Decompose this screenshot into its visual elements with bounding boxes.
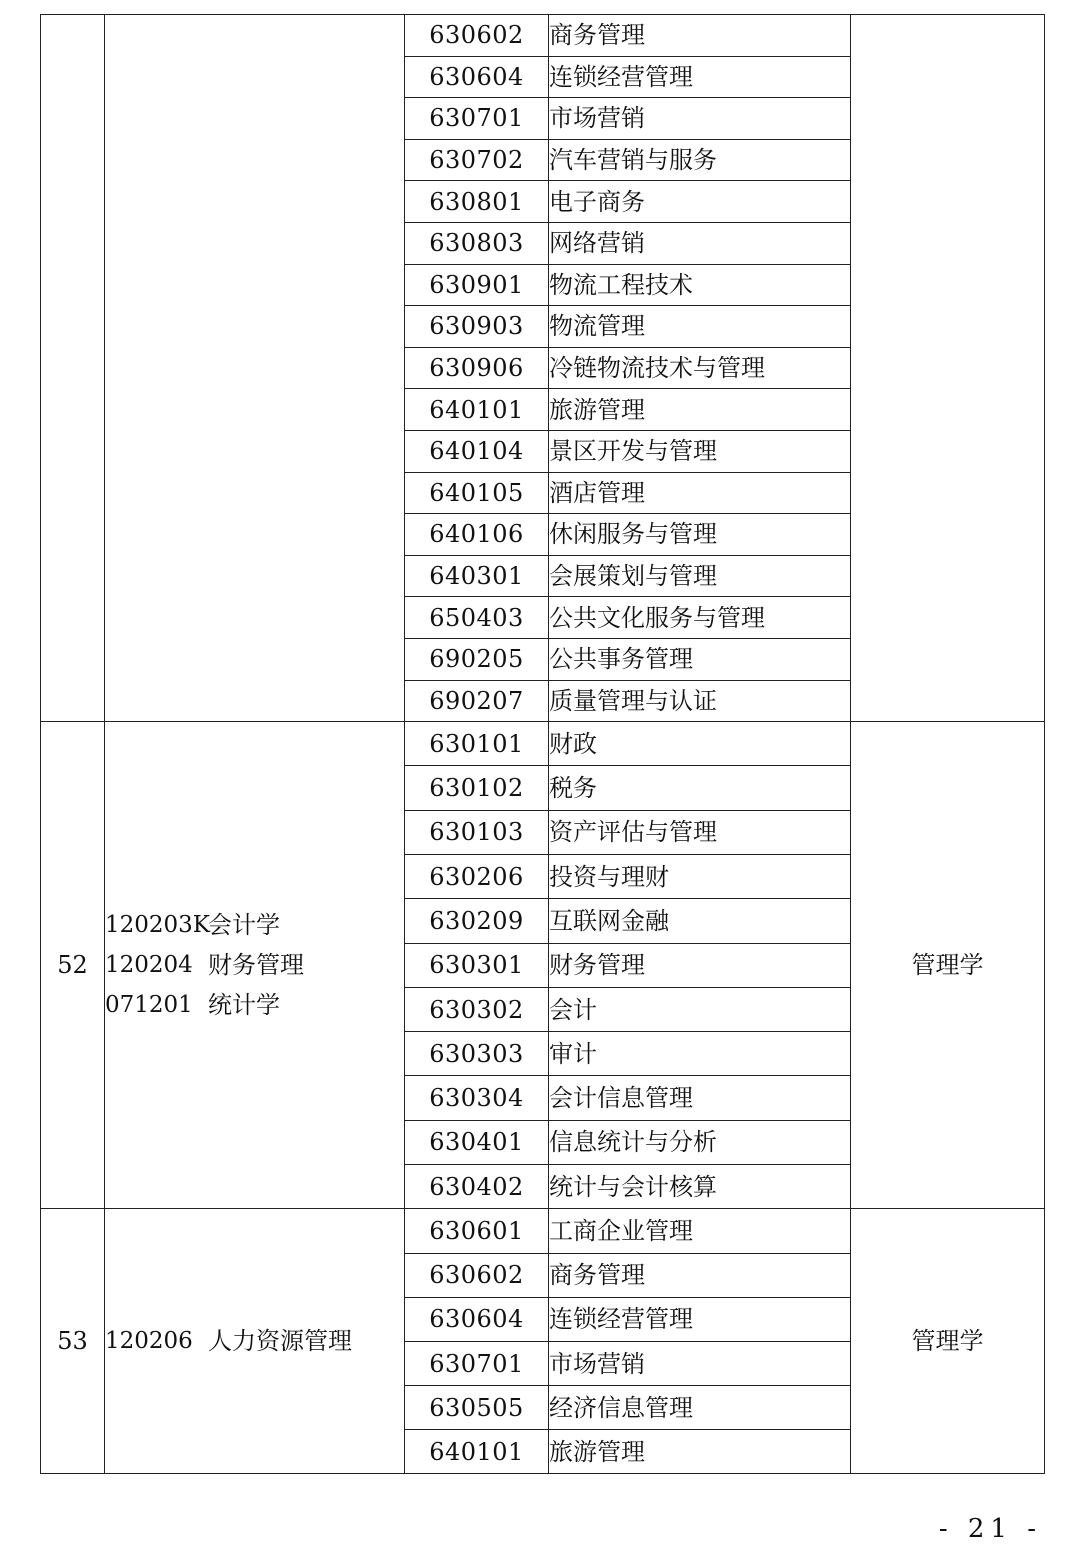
vocational-major-code: 640106 [405, 514, 549, 556]
vocational-major-name: 冷链物流技术与管理 [549, 347, 851, 389]
discipline-cell: 管理学 [851, 1209, 1045, 1474]
undergrad-major-name: 统计学 [208, 991, 280, 1020]
undergrad-majors-cell [105, 722, 405, 1209]
vocational-major-code: 630803 [405, 222, 549, 264]
table-row [41, 722, 1045, 766]
sequence-number-cell: 52 [41, 722, 105, 1209]
vocational-major-name: 网络营销 [549, 222, 851, 264]
discipline-cell: 管理学 [851, 722, 1045, 1209]
vocational-major-code: 640101 [405, 389, 549, 431]
vocational-major-code: 630103 [405, 810, 549, 854]
undergrad-majors-cell [105, 1209, 405, 1474]
vocational-major-code: 630901 [405, 264, 549, 306]
vocational-major-name: 会展策划与管理 [549, 555, 851, 597]
vocational-major-name: 汽车营销与服务 [549, 139, 851, 181]
undergrad-majors-cell [105, 15, 405, 722]
vocational-major-code: 630301 [405, 943, 549, 987]
undergrad-major-code: 071201 [105, 991, 193, 1018]
undergrad-major-name: 会计学 [208, 911, 280, 940]
vocational-major-code: 630303 [405, 1032, 549, 1076]
sequence-number-cell [41, 15, 105, 722]
vocational-major-code: 630402 [405, 1165, 549, 1209]
vocational-major-name: 审计 [549, 1032, 851, 1076]
vocational-major-name: 旅游管理 [549, 389, 851, 431]
undergrad-major-name: 财务管理 [208, 951, 304, 980]
vocational-major-name: 旅游管理 [549, 1430, 851, 1474]
vocational-major-code: 630701 [405, 98, 549, 140]
vocational-major-name: 市场营销 [549, 98, 851, 140]
vocational-major-name: 商务管理 [549, 1253, 851, 1297]
vocational-major-code: 630302 [405, 987, 549, 1031]
vocational-major-name: 公共文化服务与管理 [549, 597, 851, 639]
vocational-major-code: 640104 [405, 430, 549, 472]
vocational-major-code: 630206 [405, 854, 549, 898]
vocational-major-name: 投资与理财 [549, 854, 851, 898]
vocational-major-code: 630209 [405, 899, 549, 943]
vocational-major-name: 连锁经营管理 [549, 1297, 851, 1341]
vocational-major-code: 630604 [405, 56, 549, 98]
vocational-major-code: 690207 [405, 680, 549, 722]
undergrad-major-item [105, 905, 404, 945]
table-body [41, 15, 1045, 1474]
vocational-major-name: 公共事务管理 [549, 638, 851, 680]
vocational-major-code: 640105 [405, 472, 549, 514]
vocational-major-code: 630702 [405, 139, 549, 181]
vocational-major-code: 630701 [405, 1341, 549, 1385]
page-number: - 21 - [938, 1514, 1042, 1544]
major-correspondence-table [40, 14, 1045, 1474]
vocational-major-code: 630906 [405, 347, 549, 389]
vocational-major-name: 质量管理与认证 [549, 680, 851, 722]
vocational-major-name: 经济信息管理 [549, 1386, 851, 1430]
vocational-major-name: 税务 [549, 766, 851, 810]
vocational-major-name: 物流管理 [549, 306, 851, 348]
vocational-major-name: 会计 [549, 987, 851, 1031]
undergrad-major-item [105, 945, 404, 985]
vocational-major-code: 630801 [405, 181, 549, 223]
vocational-major-name: 景区开发与管理 [549, 430, 851, 472]
vocational-major-name: 物流工程技术 [549, 264, 851, 306]
vocational-major-code: 630102 [405, 766, 549, 810]
vocational-major-code: 650403 [405, 597, 549, 639]
vocational-major-code: 630101 [405, 722, 549, 766]
undergrad-major-item [105, 1321, 404, 1361]
vocational-major-name: 财政 [549, 722, 851, 766]
undergrad-major-item [105, 985, 404, 1025]
vocational-major-code: 630401 [405, 1120, 549, 1164]
vocational-major-name: 会计信息管理 [549, 1076, 851, 1120]
discipline-cell [851, 15, 1045, 722]
vocational-major-name: 财务管理 [549, 943, 851, 987]
vocational-major-name: 酒店管理 [549, 472, 851, 514]
vocational-major-name: 连锁经营管理 [549, 56, 851, 98]
vocational-major-code: 630604 [405, 1297, 549, 1341]
vocational-major-code: 630602 [405, 15, 549, 57]
undergrad-major-code: 120203K [105, 911, 210, 938]
vocational-major-code: 690205 [405, 638, 549, 680]
vocational-major-code: 640101 [405, 1430, 549, 1474]
vocational-major-name: 休闲服务与管理 [549, 514, 851, 556]
vocational-major-name: 工商企业管理 [549, 1209, 851, 1253]
sequence-number-cell: 53 [41, 1209, 105, 1474]
vocational-major-code: 630304 [405, 1076, 549, 1120]
vocational-major-code: 630505 [405, 1386, 549, 1430]
undergrad-major-name: 人力资源管理 [208, 1327, 352, 1356]
vocational-major-name: 市场营销 [549, 1341, 851, 1385]
undergrad-major-code: 120206 [105, 1327, 193, 1354]
vocational-major-name: 资产评估与管理 [549, 810, 851, 854]
vocational-major-name: 统计与会计核算 [549, 1165, 851, 1209]
vocational-major-name: 互联网金融 [549, 899, 851, 943]
table-row [41, 1209, 1045, 1253]
undergrad-major-code: 120204 [105, 951, 193, 978]
vocational-major-code: 630903 [405, 306, 549, 348]
vocational-major-name: 商务管理 [549, 15, 851, 57]
vocational-major-code: 640301 [405, 555, 549, 597]
vocational-major-code: 630601 [405, 1209, 549, 1253]
table-row [41, 15, 1045, 57]
vocational-major-name: 信息统计与分析 [549, 1120, 851, 1164]
vocational-major-name: 电子商务 [549, 181, 851, 223]
vocational-major-code: 630602 [405, 1253, 549, 1297]
